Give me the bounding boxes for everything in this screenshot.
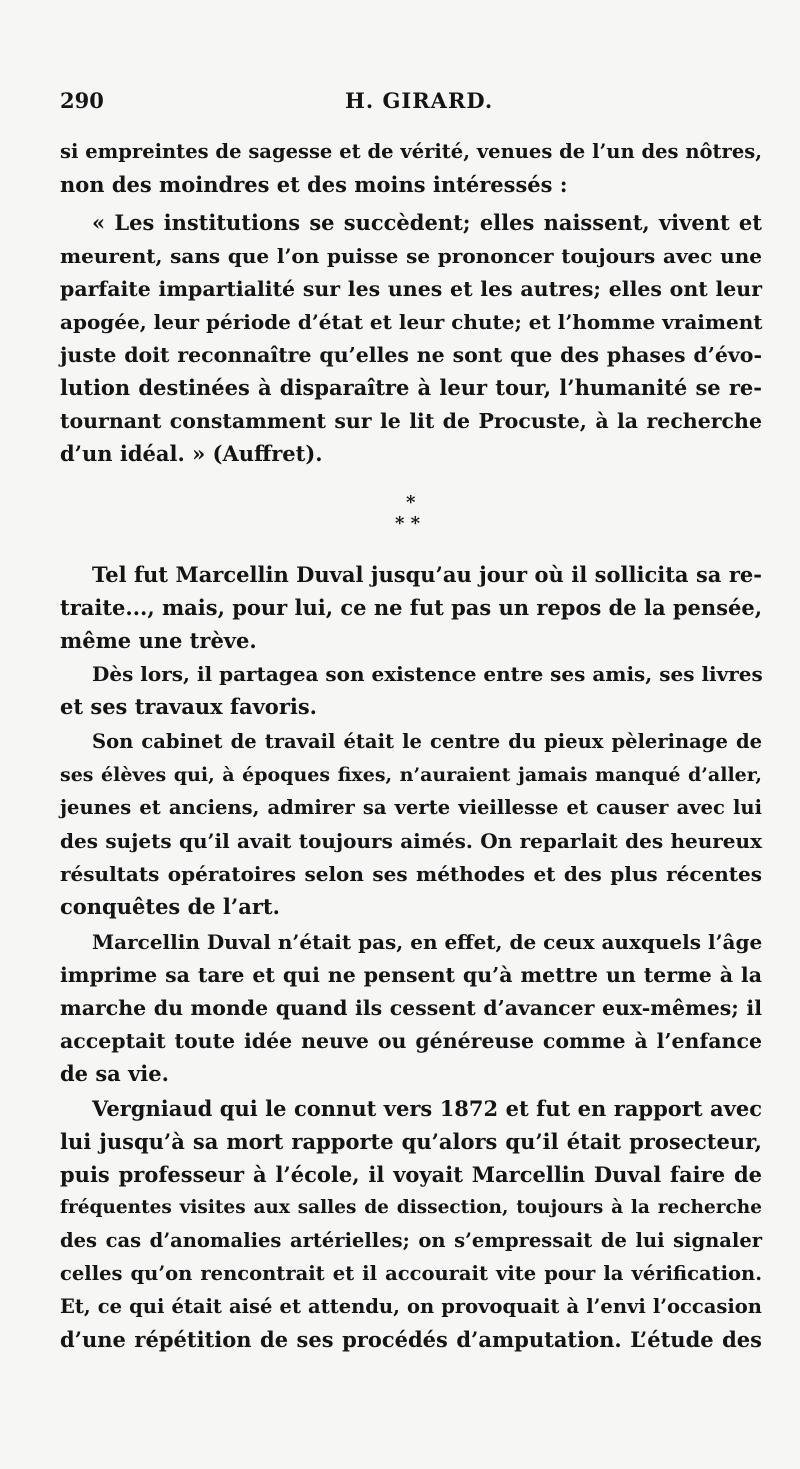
text-line: meurent, sans que l’on puisse se prononcer toujours avec une: [60, 244, 762, 268]
text-line: non des moindres et des moins intéressés :: [60, 172, 568, 197]
text-line: de sa vie.: [60, 1061, 169, 1086]
page-header: [60, 88, 760, 120]
text-line: d’une répétition de ses procédés d’amputation. L’étude des: [60, 1327, 762, 1352]
running-head: H. GIRARD.: [345, 88, 494, 113]
text-line: des sujets qu’il avait toujours aimés. On reparlait des heureux: [60, 829, 762, 853]
text-line: traite..., mais, pour lui, ce ne fut pas un repos de la pensée,: [60, 595, 763, 620]
text-line: lution destinées à disparaître à leur tour, l’humanité se re-: [60, 375, 762, 400]
text-line: des cas d’anomalies artérielles; on s’empressait de lui signaler: [60, 1229, 762, 1252]
text-line: puis professeur à l’école, il voyait Marcellin Duval faire de: [60, 1162, 762, 1187]
text-line: parfaite impartialité sur les unes et les autres; elles ont leur: [60, 277, 762, 301]
text-line: acceptait toute idée neuve ou généreuse comme à l’enfance: [60, 1029, 762, 1053]
text-line: conquêtes de l’art.: [60, 894, 280, 919]
page-number: 290: [60, 88, 104, 113]
text-line: tournant constamment sur le lit de Procuste, à la recherche: [60, 409, 762, 433]
text-line: Son cabinet de travail était le centre du pieux pèlerinage de: [92, 730, 762, 753]
text-line: apogée, leur période d’état et leur chute; et l’homme vraiment: [60, 310, 763, 334]
text-line: fréquentes visites aux salles de dissection, toujours à la recherche: [60, 1197, 762, 1218]
section-separator-bottom: * *: [395, 513, 421, 534]
text-line: lui jusqu’à sa mort rapporte qu’alors qu’il était prosecteur,: [60, 1129, 762, 1154]
text-line: marche du monde quand ils cessent d’avancer eux-mêmes; il: [60, 996, 762, 1020]
text-line: Tel fut Marcellin Duval jusqu’au jour où il sollicita sa re-: [92, 562, 762, 587]
text-line: juste doit reconnaître qu’elles ne sont que des phases d’évo-: [60, 343, 762, 367]
section-separator-top: *: [406, 492, 416, 513]
text-line: « Les institutions se succèdent; elles naissent, vivent et: [92, 210, 762, 235]
text-line: résultats opératoires selon ses méthodes et des plus récentes: [60, 862, 762, 886]
text-line: Vergniaud qui le connut vers 1872 et fut en rapport avec: [92, 1096, 762, 1121]
text-line: même une trève.: [60, 628, 257, 653]
text-line: Et, ce qui était aisé et attendu, on provoquait à l’envi l’occasion: [60, 1295, 762, 1318]
text-line: et ses travaux favoris.: [60, 694, 317, 719]
text-line: si empreintes de sagesse et de vérité, venues de l’un des nôtres,: [60, 140, 762, 163]
text-line: ses élèves qui, à époques fixes, n’auraient jamais manqué d’aller,: [60, 764, 762, 786]
text-line: Dès lors, il partagea son existence entre ses amis, ses livres: [92, 662, 763, 686]
text-line: d’un idéal. » (Auffret).: [60, 441, 323, 466]
text-line: jeunes et anciens, admirer sa verte vieillesse et causer avec lui: [60, 796, 762, 819]
text-line: Marcellin Duval n’était pas, en effet, de ceux auxquels l’âge: [92, 930, 763, 954]
text-line: imprime sa tare et qui ne pensent qu’à mettre un terme à la: [60, 963, 762, 987]
text-line: celles qu’on rencontrait et il accourait vite pour la vérification.: [60, 1262, 762, 1285]
